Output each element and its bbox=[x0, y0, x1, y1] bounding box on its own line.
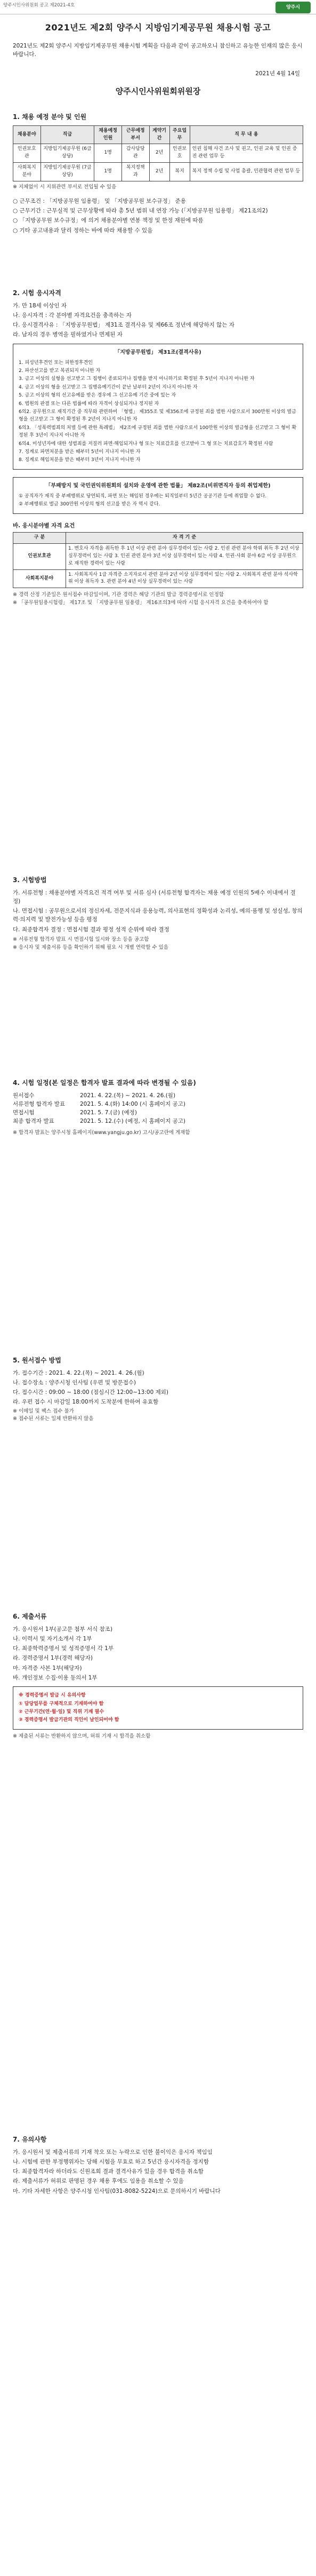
section-1-note: ※ 지체없이 시 지위관련 부서로 전입될 수 있음 bbox=[13, 184, 117, 191]
disqualification-box bbox=[13, 344, 303, 470]
schedule-key: 면접시험 bbox=[13, 1109, 35, 1116]
table-row bbox=[13, 569, 303, 588]
section-1 bbox=[13, 112, 303, 236]
qual-table-label: 바. 응시분야별 자격 요건 bbox=[13, 522, 75, 529]
anticorruption-box bbox=[13, 477, 303, 514]
list-item: ○ 근무기간 : 근무실적 및 근무상황에 따라 총 5년 범위 내 연장 가능 (「지방공무원 임용령」 제21조의2) bbox=[13, 208, 268, 215]
cell-desc: 복지 정책 수립 및 사업 총괄, 민관협력 관련 업무 등 bbox=[190, 163, 303, 181]
cell-grade: 지방임기제공무원 (6급 상당) bbox=[40, 144, 94, 163]
cell-desc: 인권 침해 사건 조사 및 권고, 인권 교육 및 인권 증진 관련 업무 등 bbox=[190, 144, 303, 163]
cell-kind: 사회복지분야 bbox=[13, 569, 66, 588]
section-1-title: 1. 채용 예정 분야 및 인원 bbox=[13, 113, 87, 121]
table-row bbox=[13, 144, 303, 163]
schedule-list bbox=[13, 1091, 303, 1126]
th-period: 계약기간 bbox=[149, 125, 169, 144]
section-2-items bbox=[13, 302, 303, 339]
th-grade: 직급 bbox=[40, 125, 94, 144]
box-line: 6의4. 미성년자에 대한 성범죄를 저질러 파면·해임되거나 형 또는 치료감호를 선고받아 그 형 또는 치료감호가 확정된 사람 bbox=[19, 441, 273, 447]
th-count: 채용예정인원 bbox=[94, 125, 122, 144]
list-item: 나. 시험에 관한 부정행위자는 당해 시험을 무효로 하고 5년간 응시자격을 정지함 bbox=[13, 2158, 209, 2165]
cell-dept: 복지정책과 bbox=[121, 163, 149, 181]
schedule-key: 서류전형 합격자 발표 bbox=[13, 1100, 65, 1107]
box-line: 1. 피성년후견인 또는 피한정후견인 bbox=[19, 360, 93, 366]
box-line: ① 담당업무를 구체적으로 기재하여야 함 bbox=[19, 1701, 104, 1707]
list-item: ○ 기타 공고내용과 달리 정하는 바에 따라 채용할 수 있음 bbox=[13, 227, 153, 234]
box-line: 6의2. 공무원으로 재직기간 중 직무와 관련하여 「형법」 제355조 및 제356조에 규정된 죄를 범한 사람으로서 300만원 이상의 벌금형을 선고받고 그 형이 확정된 후 2년이 지나지 아니한 자 bbox=[19, 409, 296, 423]
section-3 bbox=[13, 875, 303, 952]
cell-grade: 지방임기제공무원 (7급 상당) bbox=[40, 163, 94, 181]
th-criteria: 자 격 기 준 bbox=[66, 532, 303, 543]
list-item: 다. 접수시간 : 09:00 ~ 18:00 (점심시간 12:00~13:00 제외) bbox=[13, 1389, 168, 1396]
section-5-note: ※ 접수된 서류는 일체 반환하지 않음 bbox=[13, 1416, 94, 1422]
section-4-title: 4. 시험 일정(본 일정은 합격자 발표 결과에 따라 변경될 수 있음) bbox=[13, 1079, 196, 1087]
table-row bbox=[13, 163, 303, 181]
schedule-key: 원서접수 bbox=[13, 1092, 35, 1099]
list-item: 나. 이력서 및 자기소개서 각 1부 bbox=[13, 1635, 92, 1642]
section-7-items bbox=[13, 2148, 303, 2195]
list-item: ○ 「지방공무원 보수규정」에 의거 채용분야별 연봉 책정 및 한정 재원에 따름 bbox=[13, 217, 204, 224]
box-title: 「부패방지 및 국민권익위원회의 설치와 운영에 관한 법률」 제82조(비위면직자 등의 취업제한) bbox=[45, 482, 271, 489]
section-7 bbox=[13, 2135, 303, 2197]
list-item: 라. 제출서류가 허위로 판명된 경우 채용 후에도 임용을 취소할 수 있음 bbox=[13, 2178, 184, 2185]
notice-id: 양주시인사위원회 공고 제2021-4호 bbox=[3, 3, 75, 8]
section-5 bbox=[13, 1356, 303, 1423]
list-item: 다. 최종합격자 결정 : 면접시험 결과 평정 성적 순위에 따라 결정 bbox=[13, 926, 169, 933]
box-line: 5. 금고 이상의 형의 선고유예를 받은 경우에 그 선고유예 기간 중에 있는 자 bbox=[19, 393, 176, 399]
cell-criteria: 1. 사회복지사 1급 자격증 소지자로서 관련 분야 2년 이상 실무경력이 있는 사람 2. 사회복지 관련 분야 석사학위 이상 취득자 3. 관련 분야 4년 이상 실무경력이 있는 사람 bbox=[66, 569, 303, 588]
schedule-value: 2021. 4. 22.(목) ~ 2021. 4. 26.(월) bbox=[80, 1092, 176, 1099]
list-item: 나. 응시자격 : 각 분야별 자격요건을 충족하는 자 bbox=[13, 312, 132, 319]
schedule-row bbox=[13, 1100, 303, 1108]
section-3-note: ※ 응시자 및 제출서류 등을 확인하기 위해 필요 시 개별 연락할 수 있음 bbox=[13, 944, 168, 950]
section-6 bbox=[13, 1612, 303, 1740]
section-4 bbox=[13, 1078, 303, 1137]
section-4-note: ※ 합격자 발표는 양주시청 홈페이지(www.yangju.go.kr) 고시/공고란에 게재함 bbox=[13, 1129, 190, 1136]
section-2-title: 2. 시험 응시자격 bbox=[13, 289, 61, 297]
box-line: 6. 법원의 판결 또는 다른 법률에 따라 자격이 상실되거나 정지된 자 bbox=[19, 401, 159, 407]
list-item: 가. 서류전형 : 채용분야별 자격요건 적격 여부 및 서류 심사 (서류전형 합격자는 채용 예정 인원의 5배수 이내에서 결정) bbox=[13, 889, 296, 905]
box-line: 3. 금고 이상의 실형을 선고받고 그 집행이 종료되거나 집행을 받지 아니하기로 확정된 후 5년이 지나지 아니한 자 bbox=[19, 376, 255, 382]
cell-kind: 인권보호관 bbox=[13, 543, 66, 569]
section-3-note: ※ 서류전형 합격자 발표 시 면접시험 일시와 장소 등을 공고함 bbox=[13, 936, 149, 942]
section-3-items bbox=[13, 889, 303, 934]
section-3-title: 3. 시험방법 bbox=[13, 876, 47, 884]
box-line: 7. 징계로 파면처분을 받은 때부터 5년이 지나지 아니한 자 bbox=[19, 449, 141, 455]
logo: 양주시 bbox=[276, 2, 311, 13]
section-6-items bbox=[13, 1625, 303, 1683]
list-item: 가. 응시원서 및 제출서류의 기재 착오 또는 누락으로 인한 불이익은 응시자 책임임 bbox=[13, 2149, 213, 2155]
box-line: 4. 금고 이상의 형을 선고받고 그 집행유예기간이 끝난 날부터 2년이 지나지 아니한 자 bbox=[19, 384, 198, 390]
section-5-items bbox=[13, 1369, 303, 1407]
page-title: 2021년도 제2회 양주시 지방임기제공무원 채용시험 공고 bbox=[45, 22, 271, 33]
list-item: 나. 접수장소 : 양주시청 인사팀 (우편 및 방문접수) bbox=[13, 1379, 136, 1386]
documents-box bbox=[13, 1686, 303, 1730]
list-item: 바. 개인정보 수집·이용 동의서 1부 bbox=[13, 1674, 98, 1681]
section-6-title: 6. 제출서류 bbox=[13, 1613, 47, 1620]
list-item: 가. 응시원서 1부(공고문 첨부 서식 참조) bbox=[13, 1626, 113, 1632]
announce-date: 2021년 4월 14일 bbox=[255, 70, 300, 77]
cell-field: 사회복지분야 bbox=[13, 163, 41, 181]
box-line: ※ 경력증명서 발급 시 유의사항 bbox=[19, 1693, 86, 1699]
schedule-value: 2021. 5. 12.(수) (예정, 시 홈페이지 공고) bbox=[80, 1118, 185, 1125]
list-item: 가. 만 18세 이상인 자 bbox=[13, 302, 67, 309]
qual-table bbox=[13, 532, 303, 589]
recruit-table bbox=[13, 125, 303, 182]
section-5-note: ※ 이메일 및 팩스 접수 불가 bbox=[13, 1408, 74, 1414]
box-line: ② 부패행위로 벌금 300만원 이상의 형의 선고를 받은 자 역시 같다. bbox=[19, 502, 160, 508]
schedule-value: 2021. 5. 4.(화) 14:00 (시 홈페이지 공고) bbox=[80, 1100, 185, 1107]
schedule-key: 최종 합격자 발표 bbox=[13, 1118, 54, 1125]
th-kind: 구 분 bbox=[13, 532, 66, 543]
list-item: 라. 우편 접수 시 마감일 18:00까지 도착분에 한하여 유효함 bbox=[13, 1399, 159, 1406]
cell-duty: 인권보호 bbox=[169, 144, 190, 163]
cell-field: 인권보호관 bbox=[13, 144, 41, 163]
cell-dept: 감사담당관 bbox=[121, 144, 149, 163]
list-item: 다. 최종합격자라 하더라도 신원조회 결과 결격사유가 있을 경우 합격을 취소함 bbox=[13, 2168, 204, 2175]
box-line: 2. 파산선고를 받고 복권되지 아니한 자 bbox=[19, 368, 101, 374]
list-item: 라. 남자의 경우 병역을 필하였거나 면제된 자 bbox=[13, 331, 123, 338]
box-title: 「지방공무원법」 제31조(결격사유) bbox=[115, 349, 201, 355]
table-row bbox=[13, 543, 303, 569]
section-5-title: 5. 원서접수 방법 bbox=[13, 1357, 61, 1364]
schedule-value: 2021. 5. 7.(금) (예정) bbox=[80, 1109, 137, 1116]
list-item: 다. 최종학력증명서 및 성적증명서 각 1부 bbox=[13, 1645, 114, 1652]
intro-text: 2021년도 제2회 양주시 지방임기제공무원 채용시험 계획을 다음과 같이 공고하오니 참신하고 유능한 인재의 많은 응시 바랍니다. bbox=[13, 43, 303, 58]
list-item: ○ 근무조건 : 「지방공무원 임용령」 및 「지방공무원 보수규정」 준용 bbox=[13, 197, 186, 204]
section-7-title: 7. 유의사항 bbox=[13, 2136, 47, 2143]
cell-criteria: 1. 변호사 자격을 취득한 후 1년 이상 관련 분야 실무경력이 있는 사람 2. 인권 관련 분야 학위 취득 후 2년 이상 실무경력이 있는 사람 3. 인권 관련 분야 3년 이상 실무경력이 있는 사람 4. 인권·사회 분야 6급 이상 공무원으로 재직한 경력이 있는 사람 bbox=[66, 543, 303, 569]
cell-count: 1명 bbox=[94, 144, 122, 163]
box-line: ② 근무기간(연·월·일) 및 직위 기재 필수 bbox=[19, 1709, 104, 1715]
th-dept: 근무예정부서 bbox=[121, 125, 149, 144]
cell-period: 2년 bbox=[149, 144, 169, 163]
section-6-note: ※ 제출된 서류는 반환하지 않으며, 허위 기재 시 합격을 취소함 bbox=[13, 1733, 151, 1739]
qual-note: ※ 경력 산정 기준일은 원서접수 마감일이며, 기관 경력은 해당 기관의 발급 경력증명서로 인정함 bbox=[13, 592, 224, 598]
section-2 bbox=[13, 288, 303, 607]
qual-note: ※ 「공무원임용시험령」 제17조 및 「지방공무원 임용령」 제16조의3에 따라 시험 응시자격 요건을 충족하여야 함 bbox=[13, 600, 269, 606]
list-item: 가. 접수기간 : 2021. 4. 22.(목) ~ 2021. 4. 26.(월) bbox=[13, 1369, 144, 1376]
th-duty: 주요업무 bbox=[169, 125, 190, 144]
list-item: 라. 경력증명서 1부(경력 해당자) bbox=[13, 1655, 93, 1662]
list-item: 마. 자격증 사본 1부(해당자) bbox=[13, 1665, 82, 1671]
box-line: 8. 징계로 해임처분을 받은 때부터 3년이 지나지 아니한 자 bbox=[19, 457, 141, 463]
cell-period: 2년 bbox=[149, 163, 169, 181]
schedule-row bbox=[13, 1091, 303, 1100]
list-item: 나. 면접시험 : 공무원으로서의 정신자세, 전문지식과 응용능력, 의사표현의 정확성과 논리성, 예의·품행 및 성실성, 창의력·의지력 및 발전가능성 등을 평정 bbox=[13, 908, 303, 923]
cell-count: 1명 bbox=[94, 163, 122, 181]
schedule-row bbox=[13, 1117, 303, 1125]
list-item: 마. 기타 자세한 사항은 양주시청 인사팀(031-8082-5224)으로 문의하시기 바랍니다 bbox=[13, 2187, 221, 2194]
list-item: 다. 응시결격사유 : 「지방공무원법」 제31조 결격사유 및 제66조 정년에 해당하지 않는 자 bbox=[13, 322, 234, 329]
header-bar bbox=[0, 0, 316, 14]
box-line: 6의3. 「성폭력범죄의 처벌 등에 관한 특례법」 제2조에 규정된 죄를 범한 사람으로서 100만원 이상의 벌금형을 선고받고 그 형이 확정된 후 3년이 지나지 아니한 자 bbox=[19, 425, 297, 439]
signer: 양주시인사위원회위원장 bbox=[115, 86, 201, 96]
th-field: 채용분야 bbox=[13, 125, 41, 144]
th-desc: 직 무 내 용 bbox=[190, 125, 303, 144]
box-line: ① 공직자가 재직 중 부패행위로 당연퇴직, 파면 또는 해임된 경우에는 퇴직일부터 5년간 공공기관 등에 취업할 수 없다. bbox=[19, 493, 267, 499]
cell-duty: 복지 bbox=[169, 163, 190, 181]
section-1-notes bbox=[13, 197, 303, 235]
box-line: ③ 경력증명서 발급기관의 직인이 날인되어야 함 bbox=[19, 1717, 119, 1723]
schedule-row bbox=[13, 1108, 303, 1117]
